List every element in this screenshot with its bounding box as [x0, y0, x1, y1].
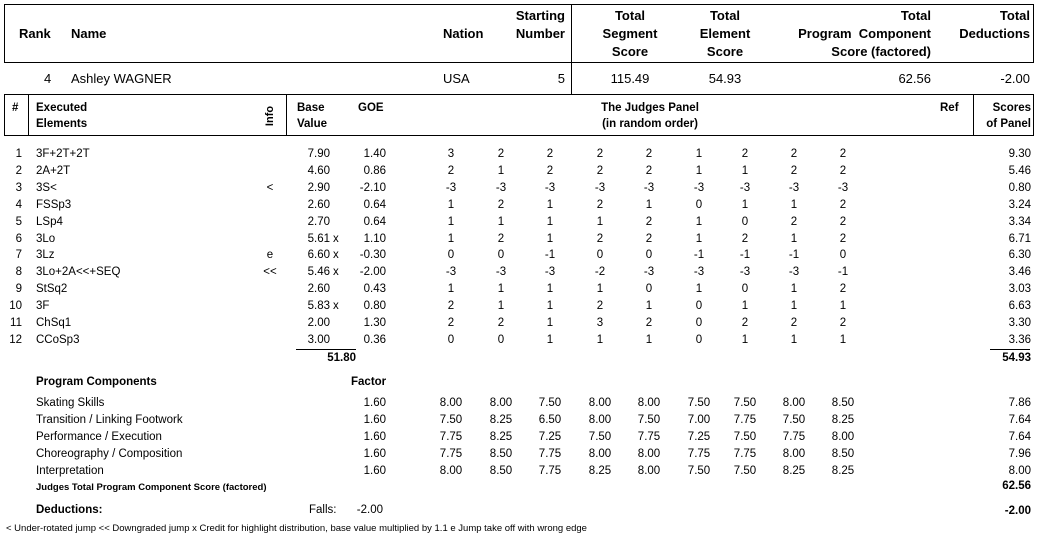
judge-goe: -3 [643, 266, 655, 279]
judge-goe: -3 [788, 181, 800, 194]
judge-mark: 8.50 [489, 448, 513, 460]
judge-goe: -3 [544, 181, 556, 194]
judge-mark: 8.00 [782, 397, 806, 409]
element-score: 3.24 [1008, 198, 1031, 211]
judge-goe: 2 [497, 148, 505, 160]
judge-goe: 1 [546, 317, 554, 329]
judge-goe: -3 [544, 266, 556, 279]
element-goe: 0.36 [363, 333, 386, 346]
element-bonus-mark: x [333, 266, 339, 279]
element-num: 9 [15, 283, 22, 296]
element-num: 7 [15, 249, 22, 262]
skater-starting-number: 5 [557, 71, 565, 86]
judge-goe: 2 [839, 317, 847, 329]
judge-goe: 2 [596, 232, 604, 245]
goe-header: GOE [358, 102, 384, 114]
element-info: < [266, 181, 274, 194]
skater-rank: 4 [44, 71, 52, 86]
component-score: 7.64 [1008, 431, 1031, 443]
judges-panel-header: The Judges Panel (in random order) [601, 102, 699, 130]
judge-goe: 0 [839, 249, 847, 262]
judge-mark: 6.50 [538, 414, 562, 426]
skater-total-element-score: 54.93 [708, 71, 742, 86]
total-deductions-header: Total Deductions [959, 8, 1030, 41]
total-element-score-header: Total Element Score [699, 8, 751, 59]
judge-goe: 2 [447, 317, 455, 329]
element-goe: 0.80 [363, 300, 386, 313]
judge-goe: 1 [741, 164, 749, 177]
judge-goe: 1 [645, 333, 653, 346]
element-num: 10 [9, 300, 22, 313]
info-header: Info [264, 105, 277, 127]
deductions-label: Deductions: [36, 504, 103, 516]
judge-goe: 2 [645, 148, 653, 160]
element-name: 3F+2T+2T [36, 148, 90, 160]
skater-nation: USA [443, 71, 470, 86]
judge-goe: -3 [693, 181, 705, 194]
element-num: 2 [15, 164, 22, 177]
judge-goe: 1 [695, 148, 703, 160]
falls-value: -2.00 [356, 504, 383, 516]
element-score: 0.80 [1008, 181, 1031, 194]
judge-mark: 7.50 [439, 414, 463, 426]
element-goe: 0.64 [363, 198, 386, 211]
judge-goe: 1 [447, 198, 455, 211]
element-num: 5 [15, 215, 22, 228]
judge-goe: 2 [645, 164, 653, 177]
judge-goe: 0 [447, 249, 455, 262]
judge-mark: 8.00 [782, 448, 806, 460]
element-name: 3F [36, 300, 50, 313]
component-name: Interpretation [36, 465, 104, 477]
judge-mark: 7.50 [637, 414, 661, 426]
judge-mark: 7.00 [687, 414, 711, 426]
judge-mark: 7.50 [687, 397, 711, 409]
judge-goe: 3 [447, 148, 455, 160]
element-base-value: 2.90 [307, 181, 330, 194]
judge-goe: -1 [739, 249, 751, 262]
base-value-header: Base Value [297, 102, 328, 130]
judge-goe: 2 [497, 317, 505, 329]
judge-mark: 8.00 [637, 397, 661, 409]
element-base-value: 2.70 [307, 215, 330, 228]
component-factor: 1.60 [363, 448, 386, 460]
judge-goe: 2 [546, 164, 554, 177]
judge-goe: 1 [546, 232, 554, 245]
component-name: Transition / Linking Footwork [36, 414, 183, 426]
element-goe: 0.86 [363, 164, 386, 177]
component-score: 8.00 [1008, 465, 1031, 477]
judge-goe: 2 [596, 148, 604, 160]
judge-goe: 1 [790, 232, 798, 245]
element-base-value: 4.60 [307, 164, 330, 177]
judge-goe: 0 [695, 300, 703, 313]
skater-total-deductions: -2.00 [1000, 71, 1030, 86]
judge-mark: 8.00 [637, 448, 661, 460]
pcs-total-label: Judges Total Program Component Score (factored) [36, 482, 267, 493]
judge-goe: 2 [596, 198, 604, 211]
judge-goe: 3 [596, 317, 604, 329]
judge-goe: -1 [837, 266, 849, 279]
name-header: Name [71, 26, 107, 41]
judge-mark: 7.75 [538, 465, 562, 477]
judge-goe: 1 [447, 215, 455, 228]
element-bonus-mark: x [333, 300, 339, 313]
program-components-title: Program Components [36, 376, 157, 388]
judge-mark: 8.00 [439, 397, 463, 409]
elements-score-total: 54.93 [1002, 352, 1031, 364]
judge-goe: 0 [447, 333, 455, 346]
judge-goe: 1 [497, 300, 505, 313]
judge-goe: -3 [445, 181, 457, 194]
legend: < Under-rotated jump << Downgraded jump x Credit for highlight distribution, base value multiplied by 1.1 e Jump take off with wrong edge [6, 523, 587, 534]
element-name: 3Lo [36, 232, 56, 245]
judge-goe: -3 [445, 266, 457, 279]
element-score: 6.71 [1008, 232, 1031, 245]
judge-goe: 0 [695, 198, 703, 211]
divider [28, 94, 29, 136]
judge-goe: 1 [546, 300, 554, 313]
element-score: 3.30 [1008, 317, 1031, 329]
judge-goe: -1 [693, 249, 705, 262]
element-score: 6.63 [1008, 300, 1031, 313]
judge-mark: 7.50 [782, 414, 806, 426]
element-score: 6.30 [1008, 249, 1031, 262]
judge-goe: 2 [790, 164, 798, 177]
element-num: 11 [10, 317, 22, 329]
judge-goe: 1 [497, 215, 505, 228]
judge-mark: 8.25 [489, 431, 513, 443]
element-name: ChSq1 [36, 317, 72, 329]
judge-goe: -1 [788, 249, 800, 262]
judge-goe: -3 [739, 266, 751, 279]
element-goe: -2.00 [359, 266, 386, 279]
judge-goe: 1 [596, 215, 604, 228]
judge-goe: 1 [695, 215, 703, 228]
judge-mark: 8.50 [831, 448, 855, 460]
judge-mark: 7.75 [439, 448, 463, 460]
element-num: 3 [15, 181, 22, 194]
judge-goe: -3 [788, 266, 800, 279]
component-name: Skating Skills [36, 397, 105, 409]
element-num: 1 [15, 148, 22, 160]
element-num: 12 [9, 333, 22, 346]
judge-goe: 1 [790, 300, 798, 313]
element-score: 9.30 [1008, 148, 1031, 160]
judge-goe: 2 [497, 198, 505, 211]
judge-goe: 1 [695, 283, 703, 296]
judge-goe: 0 [497, 333, 505, 346]
pcs-total: 62.56 [1002, 480, 1031, 492]
judge-goe: -3 [495, 181, 507, 194]
elements-header-box [4, 94, 1034, 136]
starting-number-header: Starting Number [515, 8, 565, 41]
judge-goe: -3 [495, 266, 507, 279]
judge-goe: 1 [695, 232, 703, 245]
judge-mark: 7.50 [733, 465, 757, 477]
judge-goe: 2 [447, 300, 455, 313]
judge-goe: 0 [695, 333, 703, 346]
total-pcs-header: Total Program Component Score (factored) [798, 8, 931, 59]
judge-goe: 2 [645, 317, 653, 329]
judge-mark: 7.50 [733, 431, 757, 443]
judge-mark: 7.25 [538, 431, 562, 443]
element-base-value: 2.60 [307, 198, 330, 211]
judge-goe: 2 [839, 164, 847, 177]
judge-goe: 2 [546, 148, 554, 160]
element-base-value: 5.61 [307, 232, 330, 245]
judge-goe: 2 [741, 232, 749, 245]
element-base-value: 3.00 [307, 333, 330, 346]
component-factor: 1.60 [363, 414, 386, 426]
judge-mark: 8.25 [782, 465, 806, 477]
judge-mark: 7.75 [687, 448, 711, 460]
element-goe: 1.30 [363, 317, 386, 329]
component-factor: 1.60 [363, 397, 386, 409]
judge-mark: 7.50 [538, 397, 562, 409]
component-factor: 1.60 [363, 431, 386, 443]
judge-goe: 2 [596, 300, 604, 313]
num-header: # [12, 102, 19, 114]
judge-goe: 1 [741, 300, 749, 313]
element-base-value: 7.90 [307, 148, 330, 160]
judge-goe: 1 [741, 333, 749, 346]
skater-name: Ashley WAGNER [71, 71, 172, 86]
element-score: 3.03 [1008, 283, 1031, 296]
judge-mark: 7.50 [733, 397, 757, 409]
element-base-value: 5.46 [307, 266, 330, 279]
judge-mark: 8.00 [637, 465, 661, 477]
element-info: << [263, 266, 277, 279]
element-info: e [266, 249, 274, 262]
judge-goe: 2 [645, 215, 653, 228]
judge-goe: 0 [497, 249, 505, 262]
judge-mark: 8.25 [831, 465, 855, 477]
judge-goe: 1 [839, 300, 847, 313]
judge-goe: 0 [695, 317, 703, 329]
factor-header: Factor [351, 376, 387, 388]
judge-goe: 0 [645, 249, 653, 262]
element-name: 2A+2T [36, 164, 71, 177]
deductions-total: -2.00 [1004, 505, 1031, 517]
judge-mark: 8.50 [489, 465, 513, 477]
judge-goe: 2 [790, 317, 798, 329]
judge-goe: 1 [839, 333, 847, 346]
judge-goe: 2 [839, 198, 847, 211]
judge-goe: 1 [790, 283, 798, 296]
judge-mark: 7.75 [538, 448, 562, 460]
element-base-value: 5.83 [307, 300, 330, 313]
judge-goe: 0 [741, 283, 749, 296]
rank-header: Rank [19, 26, 51, 41]
component-score: 7.86 [1008, 397, 1031, 409]
judge-mark: 7.75 [733, 414, 757, 426]
element-score: 3.36 [1008, 333, 1031, 346]
judge-goe: 1 [447, 232, 455, 245]
judge-mark: 8.00 [588, 448, 612, 460]
judge-mark: 8.00 [831, 431, 855, 443]
judge-goe: 2 [741, 148, 749, 160]
skater-total-segment-score: 115.49 [610, 71, 650, 86]
judge-mark: 7.75 [637, 431, 661, 443]
judge-mark: 8.00 [439, 465, 463, 477]
judge-mark: 8.25 [489, 414, 513, 426]
judge-goe: -3 [693, 266, 705, 279]
executed-elements-header: Executed Elements [36, 102, 88, 130]
judge-goe: 2 [596, 164, 604, 177]
judge-goe: 2 [741, 317, 749, 329]
skater-total-pcs: 62.56 [898, 71, 931, 86]
judge-goe: 1 [546, 198, 554, 211]
element-goe: 1.40 [363, 148, 386, 160]
judge-goe: 2 [790, 148, 798, 160]
judge-mark: 8.00 [489, 397, 513, 409]
element-score: 5.46 [1008, 164, 1031, 177]
judge-goe: 0 [741, 215, 749, 228]
element-name: CCoSp3 [36, 333, 80, 346]
judge-goe: 0 [645, 283, 653, 296]
divider [571, 4, 572, 94]
judge-mark: 7.50 [687, 465, 711, 477]
elements-base-total: 51.80 [327, 352, 356, 364]
judge-goe: 2 [447, 164, 455, 177]
judge-goe: 1 [790, 333, 798, 346]
judge-goe: 1 [497, 283, 505, 296]
divider [973, 94, 974, 136]
judge-goe: 2 [839, 215, 847, 228]
element-name: 3Lz [36, 249, 55, 262]
judge-goe: 1 [790, 198, 798, 211]
element-goe: -2.10 [359, 181, 386, 194]
element-goe: 0.64 [363, 215, 386, 228]
judge-mark: 7.50 [588, 431, 612, 443]
judge-goe: 1 [645, 198, 653, 211]
scores-of-panel-header: Scores of Panel [986, 102, 1031, 130]
element-name: StSq2 [36, 283, 68, 296]
element-base-value: 6.60 [307, 249, 330, 262]
element-name: LSp4 [36, 215, 63, 228]
component-score: 7.64 [1008, 414, 1031, 426]
element-goe: 1.10 [363, 232, 386, 245]
component-score: 7.96 [1008, 448, 1031, 460]
judge-goe: 1 [741, 198, 749, 211]
element-score: 3.46 [1008, 266, 1031, 279]
judge-goe: 2 [497, 232, 505, 245]
judge-goe: 1 [596, 283, 604, 296]
judge-goe: 2 [839, 283, 847, 296]
judge-goe: -3 [739, 181, 751, 194]
element-num: 6 [15, 232, 22, 245]
judge-goe: 2 [839, 232, 847, 245]
judge-goe: 1 [546, 333, 554, 346]
judge-goe: -2 [594, 266, 606, 279]
divider [286, 94, 287, 136]
total-segment-score-header: Total Segment Score [602, 8, 658, 59]
element-bonus-mark: x [333, 232, 339, 245]
judge-goe: 1 [695, 164, 703, 177]
judge-goe: -3 [594, 181, 606, 194]
judge-mark: 7.75 [782, 431, 806, 443]
element-name: 3S< [36, 181, 57, 194]
judge-mark: 7.75 [733, 448, 757, 460]
element-num: 4 [15, 198, 22, 211]
element-base-value: 2.00 [307, 317, 330, 329]
element-num: 8 [15, 266, 22, 279]
judge-goe: 2 [790, 215, 798, 228]
element-score: 3.34 [1008, 215, 1031, 228]
judge-goe: 1 [645, 300, 653, 313]
ref-header: Ref [940, 102, 959, 114]
judge-mark: 8.50 [831, 397, 855, 409]
judge-mark: 8.00 [588, 397, 612, 409]
judge-goe: -3 [837, 181, 849, 194]
element-name: FSSp3 [36, 198, 72, 211]
element-bonus-mark: x [333, 249, 339, 262]
judge-mark: 8.25 [588, 465, 612, 477]
falls-label: Falls: [309, 504, 337, 516]
judge-goe: 1 [546, 215, 554, 228]
element-goe: -0.30 [359, 249, 386, 262]
nation-header: Nation [443, 26, 484, 41]
component-name: Performance / Execution [36, 431, 162, 443]
judge-goe: 1 [596, 333, 604, 346]
judge-goe: -3 [643, 181, 655, 194]
judge-mark: 8.25 [831, 414, 855, 426]
judge-goe: 2 [839, 148, 847, 160]
judge-mark: 8.00 [588, 414, 612, 426]
judge-mark: 7.25 [687, 431, 711, 443]
component-name: Choreography / Composition [36, 448, 183, 460]
judge-goe: 0 [596, 249, 604, 262]
component-factor: 1.60 [363, 465, 386, 477]
judge-goe: 1 [546, 283, 554, 296]
judge-goe: 1 [447, 283, 455, 296]
element-name: 3Lo+2A<<+SEQ [36, 266, 121, 279]
element-goe: 0.43 [363, 283, 386, 296]
judge-mark: 7.75 [439, 431, 463, 443]
judge-goe: 2 [645, 232, 653, 245]
element-base-value: 2.60 [307, 283, 330, 296]
judge-goe: 1 [497, 164, 505, 177]
judge-goe: -1 [544, 249, 556, 262]
